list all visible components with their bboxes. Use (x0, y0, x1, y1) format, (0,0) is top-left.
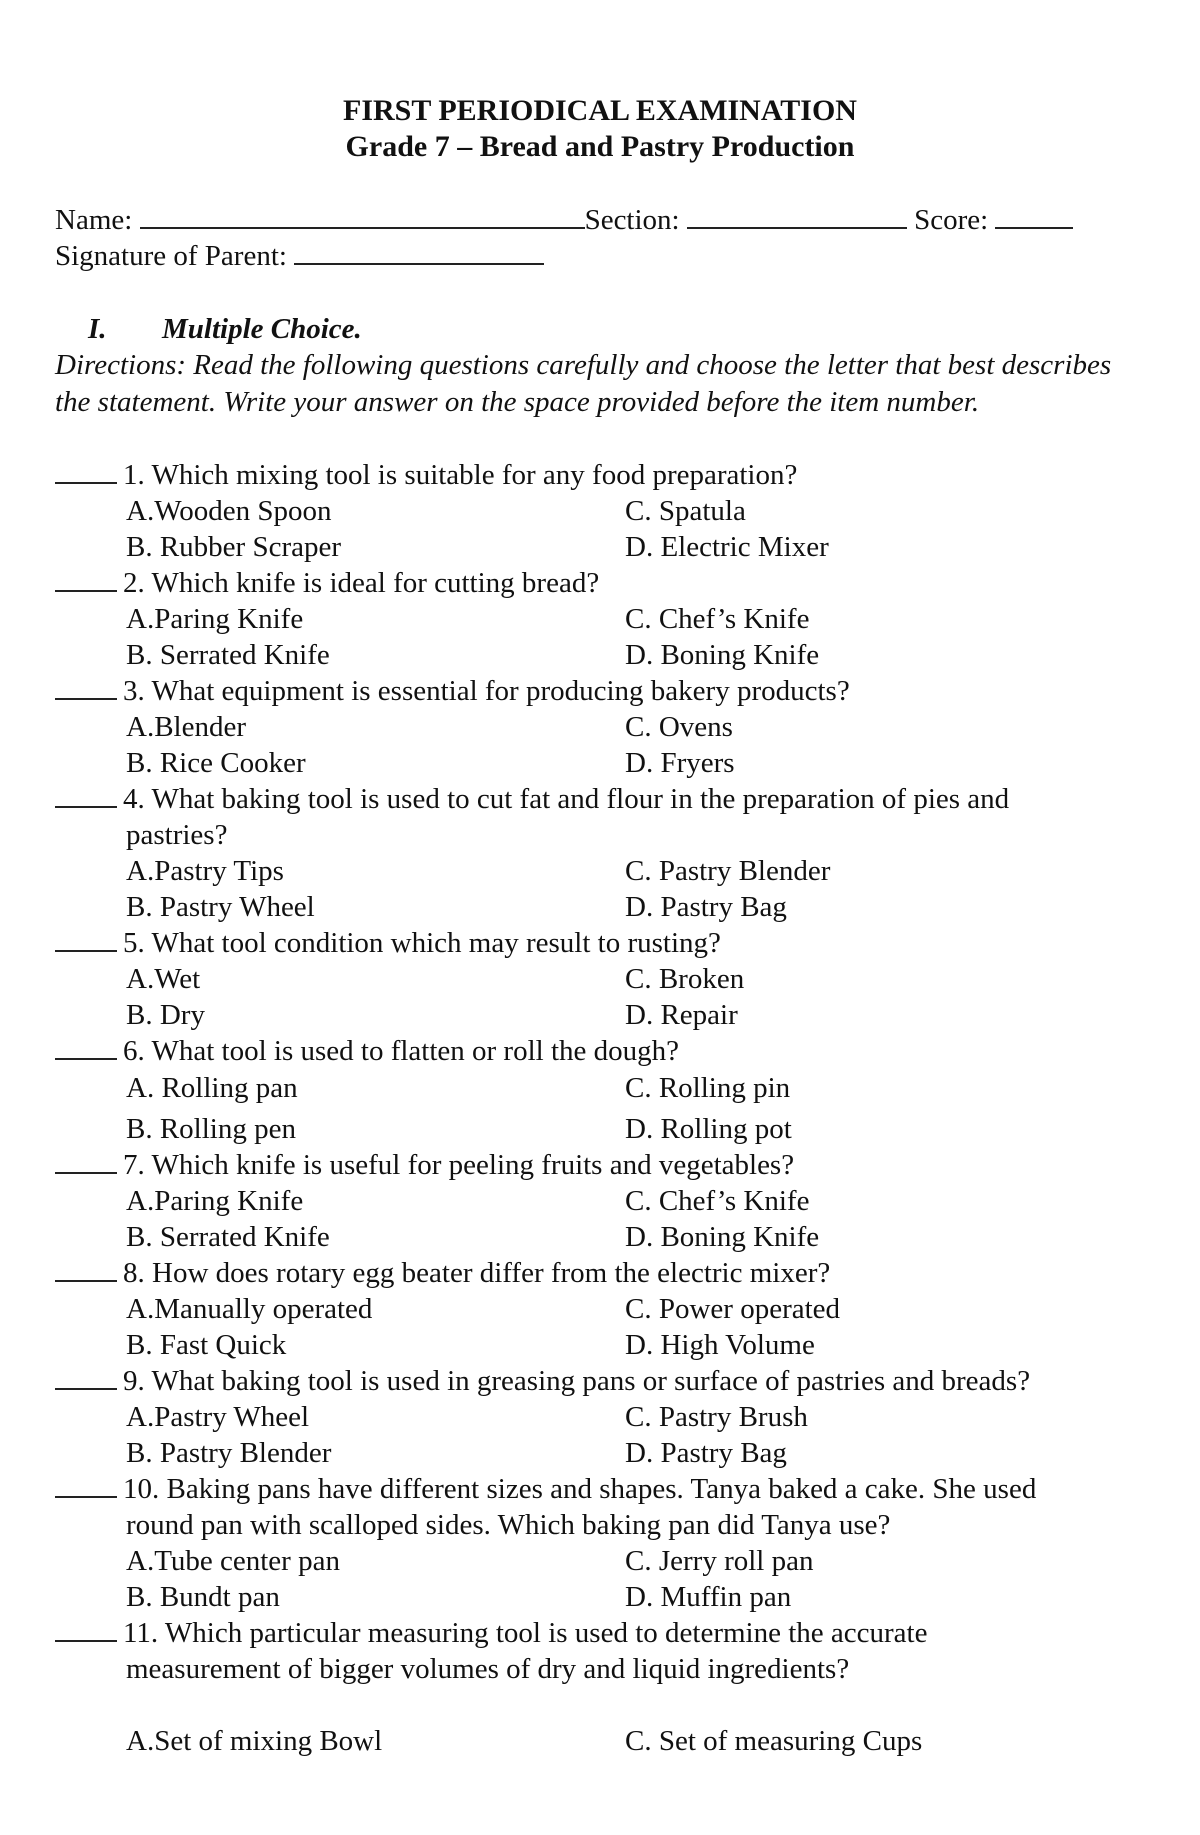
answer-blank[interactable] (55, 458, 117, 484)
question-text: 6. What tool is used to flatten or roll the dough? (123, 1035, 679, 1067)
exam-subtitle: Grade 7 – Bread and Pastry Production (345, 130, 855, 163)
option-c: C. Pastry Blender (625, 855, 831, 887)
question-text: 4. What baking tool is used to cut fat and flour in the preparation of pies and (123, 783, 1010, 815)
option-d: D. Rolling pot (625, 1113, 792, 1145)
option-c: C. Broken (625, 963, 745, 995)
question-8 (55, 1255, 830, 1291)
question-text: 3. What equipment is essential for producing bakery products? (123, 675, 850, 707)
option-c: C. Spatula (625, 495, 746, 527)
option-d: D. Repair (625, 999, 738, 1031)
question-3 (55, 673, 850, 709)
option-a: A.Set of mixing Bowl (126, 1725, 383, 1757)
question-text: 10. Baking pans have different sizes and shapes. Tanya baked a cake. She used (123, 1473, 1037, 1505)
option-b: B. Bundt pan (126, 1581, 280, 1613)
section-heading (88, 311, 362, 347)
option-d: D. Electric Mixer (625, 531, 829, 563)
option-d: D. Muffin pan (625, 1581, 792, 1613)
option-c: C. Rolling pin (625, 1072, 791, 1104)
option-b: B. Dry (126, 999, 205, 1031)
question-1 (55, 457, 797, 493)
name-field[interactable] (140, 203, 585, 229)
info-line (55, 203, 1073, 237)
question-text-continued: pastries? (126, 819, 228, 851)
option-c: C. Power operated (625, 1293, 841, 1325)
section-field[interactable] (687, 203, 907, 229)
option-b: B. Rubber Scraper (126, 531, 342, 563)
name-label: Name: (55, 204, 133, 236)
exam-title: FIRST PERIODICAL EXAMINATION (343, 94, 857, 127)
option-d: D. Boning Knife (625, 1221, 820, 1253)
answer-blank[interactable] (55, 1256, 117, 1282)
signature-label: Signature of Parent: (55, 240, 287, 272)
question-9 (55, 1363, 1030, 1399)
signature-line (55, 239, 544, 273)
option-c: C. Set of measuring Cups (625, 1725, 923, 1757)
score-field[interactable] (995, 203, 1073, 229)
section-label: Section: (584, 204, 680, 236)
option-a: A.Paring Knife (126, 1185, 304, 1217)
option-a: A.Paring Knife (126, 603, 304, 635)
question-text-continued: measurement of bigger volumes of dry and liquid ingredients? (126, 1653, 850, 1685)
question-text: 1. Which mixing tool is suitable for any food preparation? (123, 459, 798, 491)
question-7 (55, 1147, 794, 1183)
option-a: A. Rolling pan (126, 1072, 298, 1104)
score-label: Score: (914, 204, 989, 236)
option-a: A.Manually operated (126, 1293, 373, 1325)
answer-blank[interactable] (55, 1148, 117, 1174)
option-b: B. Serrated Knife (126, 639, 330, 671)
answer-blank[interactable] (55, 1616, 117, 1642)
question-text: 5. What tool condition which may result to rusting? (123, 927, 721, 959)
section-number: I. (88, 313, 107, 345)
option-d: D. Fryers (625, 747, 735, 779)
option-b: B. Fast Quick (126, 1329, 287, 1361)
section-title: Multiple Choice. (162, 313, 362, 345)
answer-blank[interactable] (55, 926, 117, 952)
question-11 (55, 1615, 927, 1651)
question-5 (55, 925, 721, 961)
option-b: B. Serrated Knife (126, 1221, 330, 1253)
answer-blank[interactable] (55, 1034, 117, 1060)
option-b: B. Rice Cooker (126, 747, 306, 779)
question-6 (55, 1033, 679, 1069)
option-b: B. Pastry Wheel (126, 891, 315, 923)
option-a: A.Blender (126, 711, 246, 743)
option-c: C. Chef’s Knife (625, 603, 810, 635)
option-a: A.Pastry Wheel (126, 1401, 310, 1433)
option-c: C. Ovens (625, 711, 733, 743)
option-d: D. Pastry Bag (625, 891, 787, 923)
option-d: D. High Volume (625, 1329, 815, 1361)
question-text: 8. How does rotary egg beater differ from the electric mixer? (123, 1257, 831, 1289)
directions: Directions: Read the following questions carefully and choose the letter that best describes the statement. Write your answer on the space provided before the item number. (55, 349, 1112, 418)
question-text: 9. What baking tool is used in greasing pans or surface of pastries and breads? (123, 1365, 1031, 1397)
signature-field[interactable] (294, 239, 544, 265)
option-b: B. Pastry Blender (126, 1437, 332, 1469)
option-a: A.Pastry Tips (126, 855, 284, 887)
answer-blank[interactable] (55, 674, 117, 700)
option-c: C. Pastry Brush (625, 1401, 808, 1433)
question-text: 2. Which knife is ideal for cutting bread? (123, 567, 600, 599)
answer-blank[interactable] (55, 1472, 117, 1498)
option-a: A.Wooden Spoon (126, 495, 332, 527)
question-2 (55, 565, 599, 601)
answer-blank[interactable] (55, 782, 117, 808)
question-text: 11. Which particular measuring tool is used to determine the accurate (123, 1617, 928, 1649)
answer-blank[interactable] (55, 566, 117, 592)
option-d: D. Pastry Bag (625, 1437, 787, 1469)
option-a: A.Tube center pan (126, 1545, 340, 1577)
question-10 (55, 1471, 1036, 1507)
question-text: 7. Which knife is useful for peeling fruits and vegetables? (123, 1149, 795, 1181)
question-text-continued: round pan with scalloped sides. Which baking pan did Tanya use? (126, 1509, 891, 1541)
option-a: A.Wet (126, 963, 201, 995)
option-d: D. Boning Knife (625, 639, 820, 671)
question-4 (55, 781, 1009, 817)
option-c: C. Jerry roll pan (625, 1545, 814, 1577)
option-c: C. Chef’s Knife (625, 1185, 810, 1217)
option-b: B. Rolling pen (126, 1113, 296, 1145)
answer-blank[interactable] (55, 1364, 117, 1390)
